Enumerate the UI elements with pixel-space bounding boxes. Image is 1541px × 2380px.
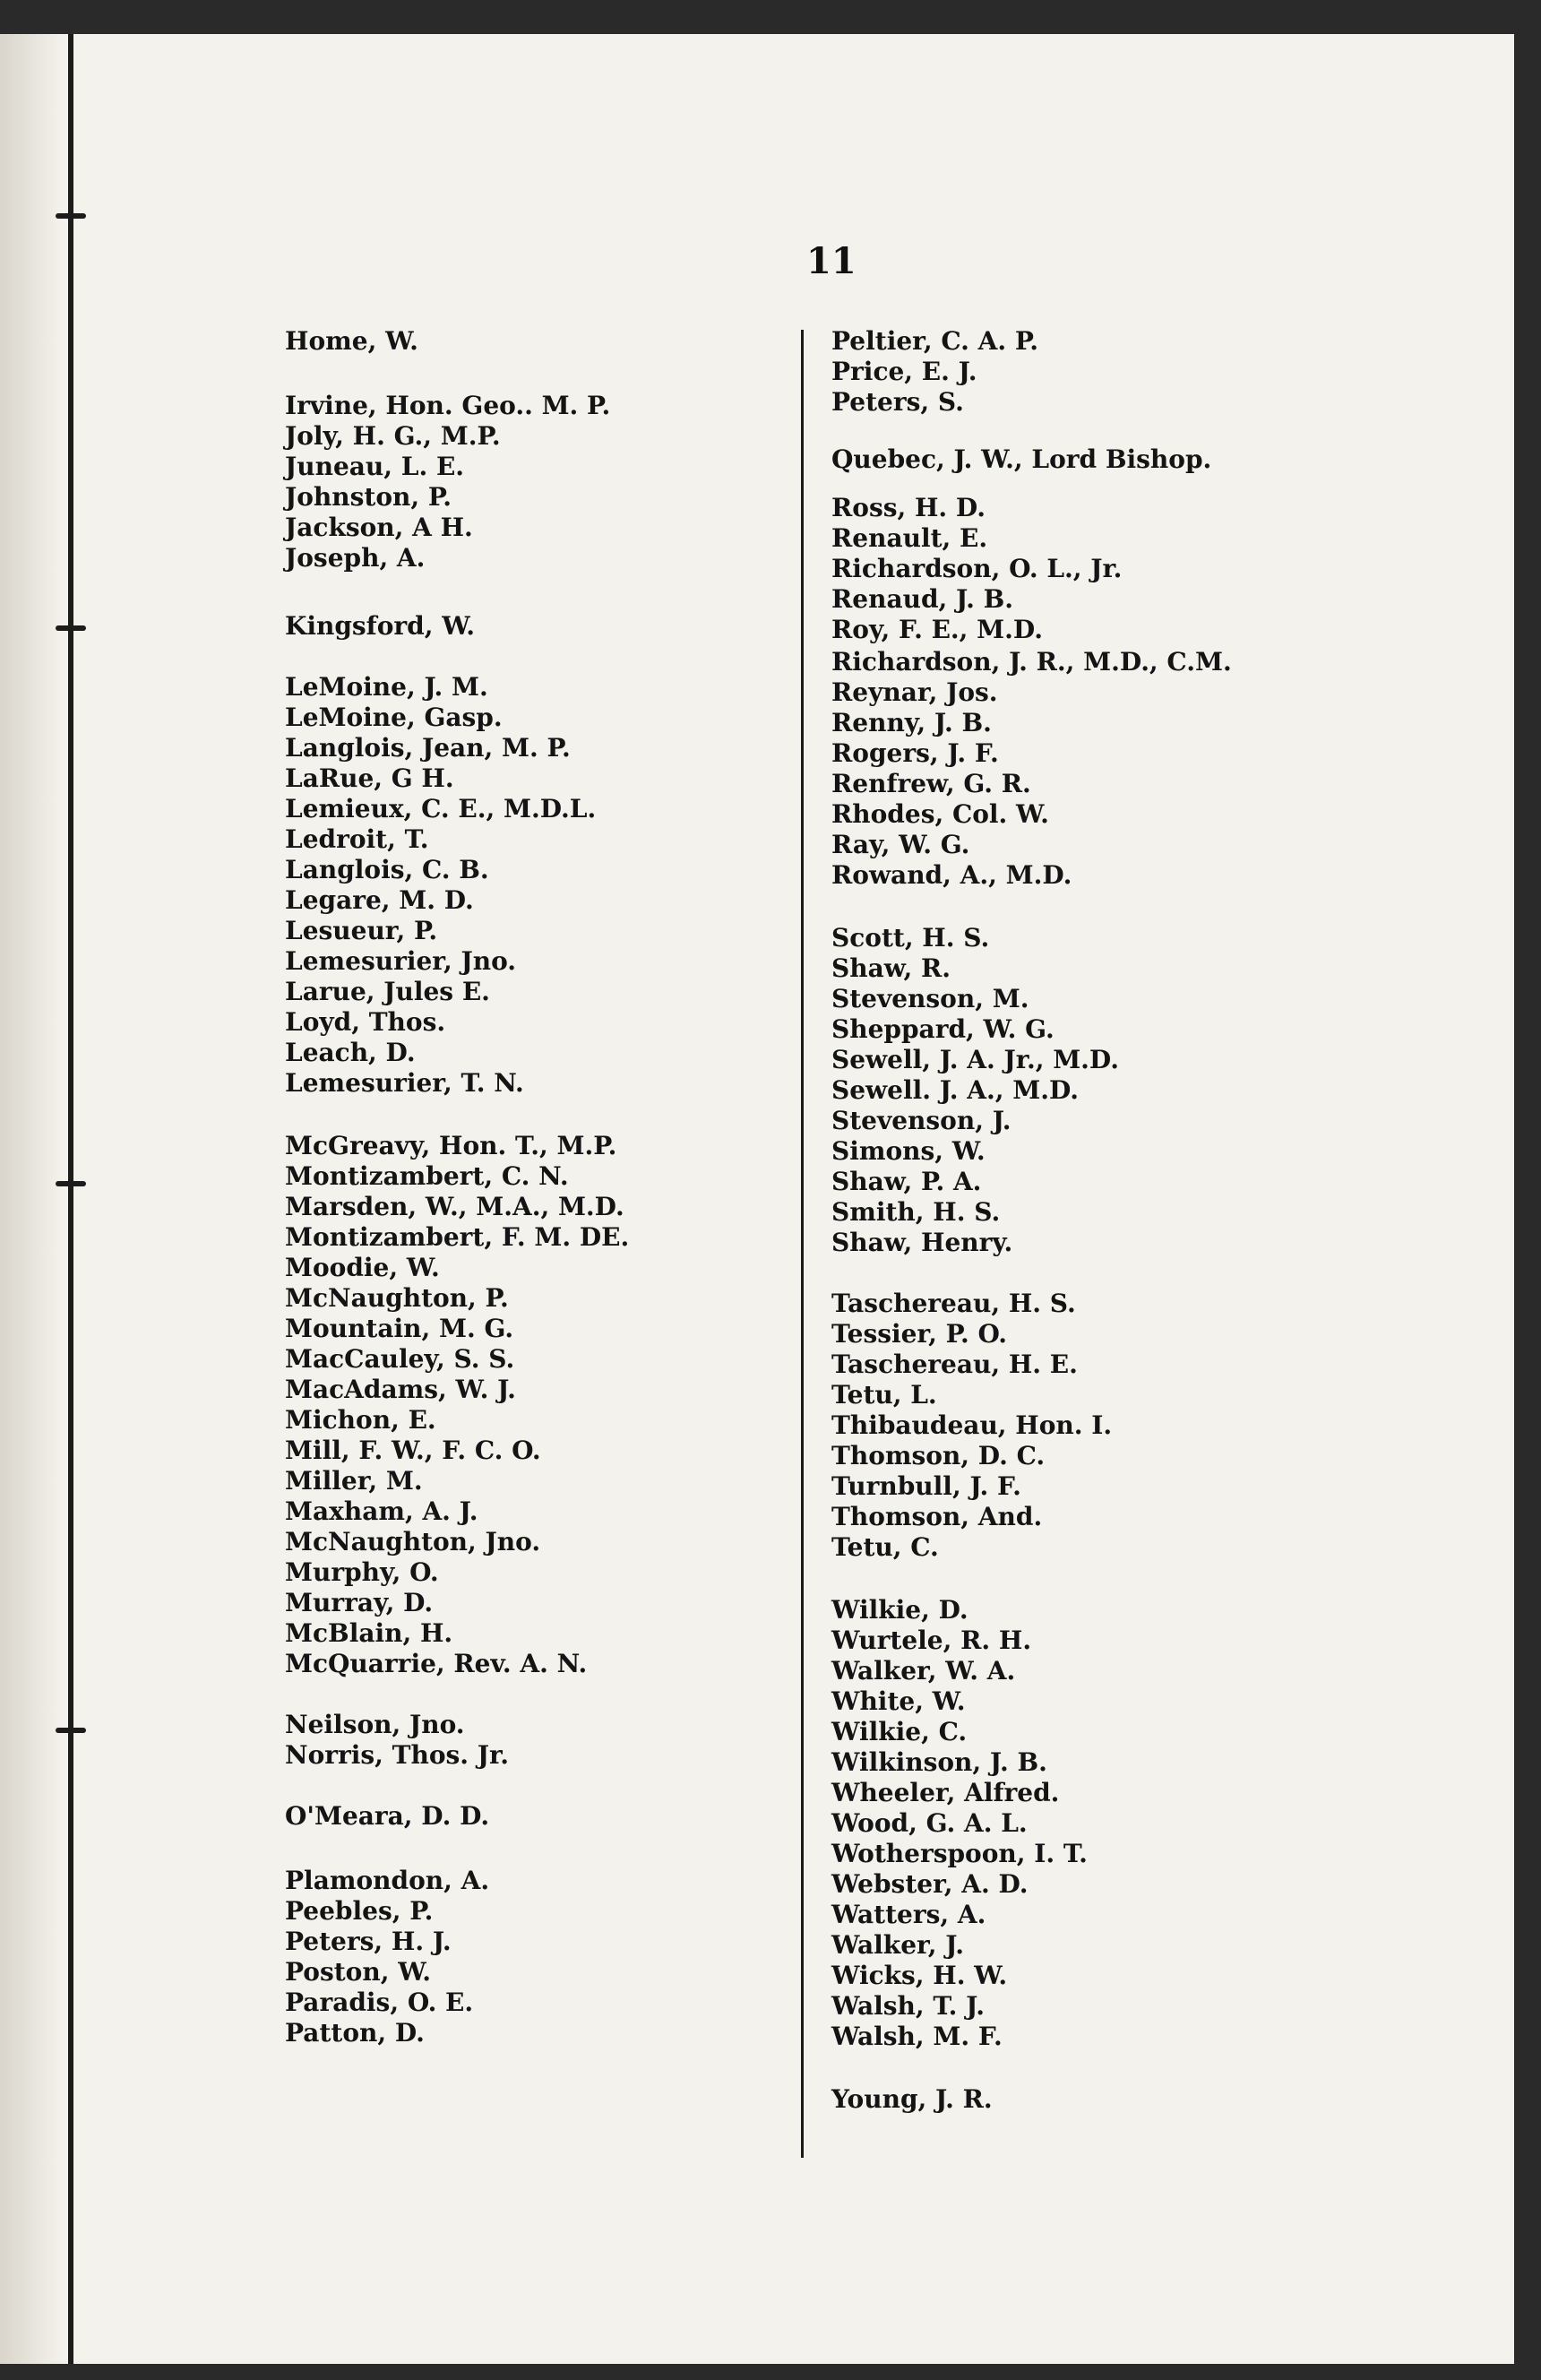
- left-entry: Michon, E.: [285, 1405, 436, 1435]
- left-entry: Kingsford, W.: [285, 611, 476, 641]
- right-entry: Sewell. J. A., M.D.: [831, 1075, 1080, 1105]
- right-entry: Rogers, J. F.: [831, 738, 999, 768]
- binding-stitch: [56, 625, 86, 631]
- right-entry: Shaw, P. A.: [831, 1167, 982, 1196]
- left-entry: LaRue, G H.: [285, 763, 454, 793]
- left-entry: Moodie, W.: [285, 1253, 440, 1282]
- right-entry: Walker, J.: [831, 1930, 965, 1960]
- left-entry: Marsden, W., M.A., M.D.: [285, 1192, 624, 1221]
- left-entry: Jackson, A H.: [285, 513, 473, 542]
- left-entry: Peters, H. J.: [285, 1927, 452, 1956]
- left-entry: Poston, W.: [285, 1957, 432, 1987]
- right-entry: Ross, H. D.: [831, 493, 986, 522]
- left-entry: Lesueur, P.: [285, 916, 438, 945]
- right-entry: Shaw, R.: [831, 953, 951, 983]
- right-entry: Wheeler, Alfred.: [831, 1778, 1060, 1807]
- left-entry: McBlain, H.: [285, 1618, 453, 1648]
- left-entry: Paradis, O. E.: [285, 1988, 474, 2017]
- left-entry: Langlois, C. B.: [285, 855, 489, 884]
- left-entry: Leach, D.: [285, 1038, 416, 1067]
- right-entry: Thibaudeau, Hon. I.: [831, 1410, 1113, 1440]
- right-entry: Reynar, Jos.: [831, 677, 998, 707]
- right-entry: Stevenson, J.: [831, 1106, 1012, 1135]
- left-entry: Maxham, A. J.: [285, 1496, 478, 1526]
- right-entry: Tessier, P. O.: [831, 1319, 1008, 1349]
- right-entry: Smith, H. S.: [831, 1197, 1001, 1227]
- right-entry: Young, J. R.: [831, 2084, 993, 2114]
- left-entry: Home, W.: [285, 326, 418, 356]
- left-entry: Patton, D.: [285, 2018, 425, 2048]
- left-entry: Murray, D.: [285, 1588, 434, 1617]
- right-entry: Peters, S.: [831, 387, 964, 417]
- right-entry: Richardson, O. L., Jr.: [831, 554, 1123, 583]
- right-entry: Wilkinson, J. B.: [831, 1747, 1047, 1777]
- left-entry: MacAdams, W. J.: [285, 1375, 516, 1404]
- left-entry: Neilson, Jno.: [285, 1710, 465, 1739]
- right-entry: Rhodes, Col. W.: [831, 799, 1049, 829]
- right-entry: Peltier, C. A. P.: [831, 326, 1039, 356]
- left-entry: Langlois, Jean, M. P.: [285, 733, 571, 763]
- right-entry: Sheppard, W. G.: [831, 1014, 1055, 1044]
- right-entry: Renaud, J. B.: [831, 584, 1013, 614]
- right-entry: Wood, G. A. L.: [831, 1808, 1028, 1838]
- left-entry: McQuarrie, Rev. A. N.: [285, 1649, 588, 1678]
- left-entry: Juneau, L. E.: [285, 452, 465, 481]
- right-entry: Tetu, L.: [831, 1380, 937, 1410]
- right-entry: Taschereau, H. S.: [831, 1289, 1076, 1318]
- right-entry: Thomson, D. C.: [831, 1441, 1046, 1470]
- right-entry: Renfrew, G. R.: [831, 769, 1031, 798]
- right-entry: Tetu, C.: [831, 1532, 939, 1562]
- left-entry: Ledroit, T.: [285, 824, 429, 854]
- binding-stitch: [56, 1181, 86, 1186]
- right-entry: Quebec, J. W., Lord Bishop.: [831, 444, 1212, 474]
- right-entry: Walsh, T. J.: [831, 1991, 985, 2021]
- right-entry: Wicks, H. W.: [831, 1961, 1008, 1990]
- right-entry: Wilkie, C.: [831, 1717, 968, 1746]
- right-entry: Stevenson, M.: [831, 984, 1029, 1013]
- right-entry: Wotherspoon, I. T.: [831, 1839, 1088, 1868]
- binding-stitch: [56, 213, 86, 219]
- right-entry: Watters, A.: [831, 1900, 986, 1929]
- right-entry: Price, E. J.: [831, 357, 977, 386]
- right-entry: Simons, W.: [831, 1136, 986, 1166]
- left-entry: Lemesurier, Jno.: [285, 946, 517, 976]
- right-entry: Taschereau, H. E.: [831, 1350, 1078, 1379]
- right-entry: Walker, W. A.: [831, 1656, 1016, 1686]
- right-entry: Richardson, J. R., M.D., C.M.: [831, 647, 1232, 677]
- left-entry: Plamondon, A.: [285, 1866, 490, 1895]
- document-page: [0, 34, 1514, 2364]
- right-entry: Webster, A. D.: [831, 1869, 1029, 1899]
- right-entry: Thomson, And.: [831, 1502, 1043, 1531]
- left-entry: Lemieux, C. E., M.D.L.: [285, 794, 597, 824]
- right-entry: Renault, E.: [831, 523, 988, 553]
- left-entry: Miller, M.: [285, 1466, 423, 1496]
- right-entry: Ray, W. G.: [831, 830, 970, 859]
- right-entry: Turnbull, J. F.: [831, 1471, 1021, 1501]
- left-entry: Irvine, Hon. Geo.. M. P.: [285, 391, 611, 420]
- right-entry: Walsh, M. F.: [831, 2022, 1003, 2051]
- left-entry: Joseph, A.: [285, 543, 426, 573]
- right-entry: Sewell, J. A. Jr., M.D.: [831, 1045, 1119, 1074]
- column-divider: [801, 330, 804, 2158]
- binding-spine: [68, 34, 73, 2364]
- right-entry: Shaw, Henry.: [831, 1228, 1013, 1257]
- page-edge-shadow: [0, 34, 63, 2364]
- right-entry: Roy, F. E., M.D.: [831, 615, 1043, 644]
- left-entry: Peebles, P.: [285, 1896, 434, 1926]
- left-entry: Johnston, P.: [285, 482, 452, 512]
- left-entry: Loyd, Thos.: [285, 1007, 446, 1037]
- left-entry: Murphy, O.: [285, 1557, 439, 1587]
- left-entry: Montizambert, F. M. DE.: [285, 1222, 630, 1252]
- left-entry: McNaughton, Jno.: [285, 1527, 541, 1556]
- right-entry: Scott, H. S.: [831, 923, 990, 953]
- left-entry: McGreavy, Hon. T., M.P.: [285, 1131, 617, 1160]
- left-entry: Joly, H. G., M.P.: [285, 421, 501, 451]
- left-entry: LeMoine, J. M.: [285, 672, 488, 702]
- left-entry: O'Meara, D. D.: [285, 1801, 490, 1831]
- left-entry: Larue, Jules E.: [285, 977, 490, 1006]
- left-entry: LeMoine, Gasp.: [285, 703, 503, 732]
- left-entry: Montizambert, C. N.: [285, 1161, 569, 1191]
- right-entry: White, W.: [831, 1686, 966, 1716]
- right-entry: Wilkie, D.: [831, 1595, 969, 1625]
- left-entry: Mountain, M. G.: [285, 1314, 514, 1343]
- left-entry: McNaughton, P.: [285, 1283, 509, 1313]
- right-entry: Rowand, A., M.D.: [831, 860, 1072, 890]
- binding-stitch: [56, 1728, 86, 1733]
- left-entry: Norris, Thos. Jr.: [285, 1740, 509, 1770]
- right-entry: Renny, J. B.: [831, 708, 992, 737]
- left-entry: Lemesurier, T. N.: [285, 1068, 524, 1098]
- right-entry: Wurtele, R. H.: [831, 1625, 1032, 1655]
- page-number: 11: [806, 240, 857, 282]
- left-entry: Mill, F. W., F. C. O.: [285, 1436, 541, 1465]
- left-entry: MacCauley, S. S.: [285, 1344, 515, 1374]
- left-entry: Legare, M. D.: [285, 885, 474, 915]
